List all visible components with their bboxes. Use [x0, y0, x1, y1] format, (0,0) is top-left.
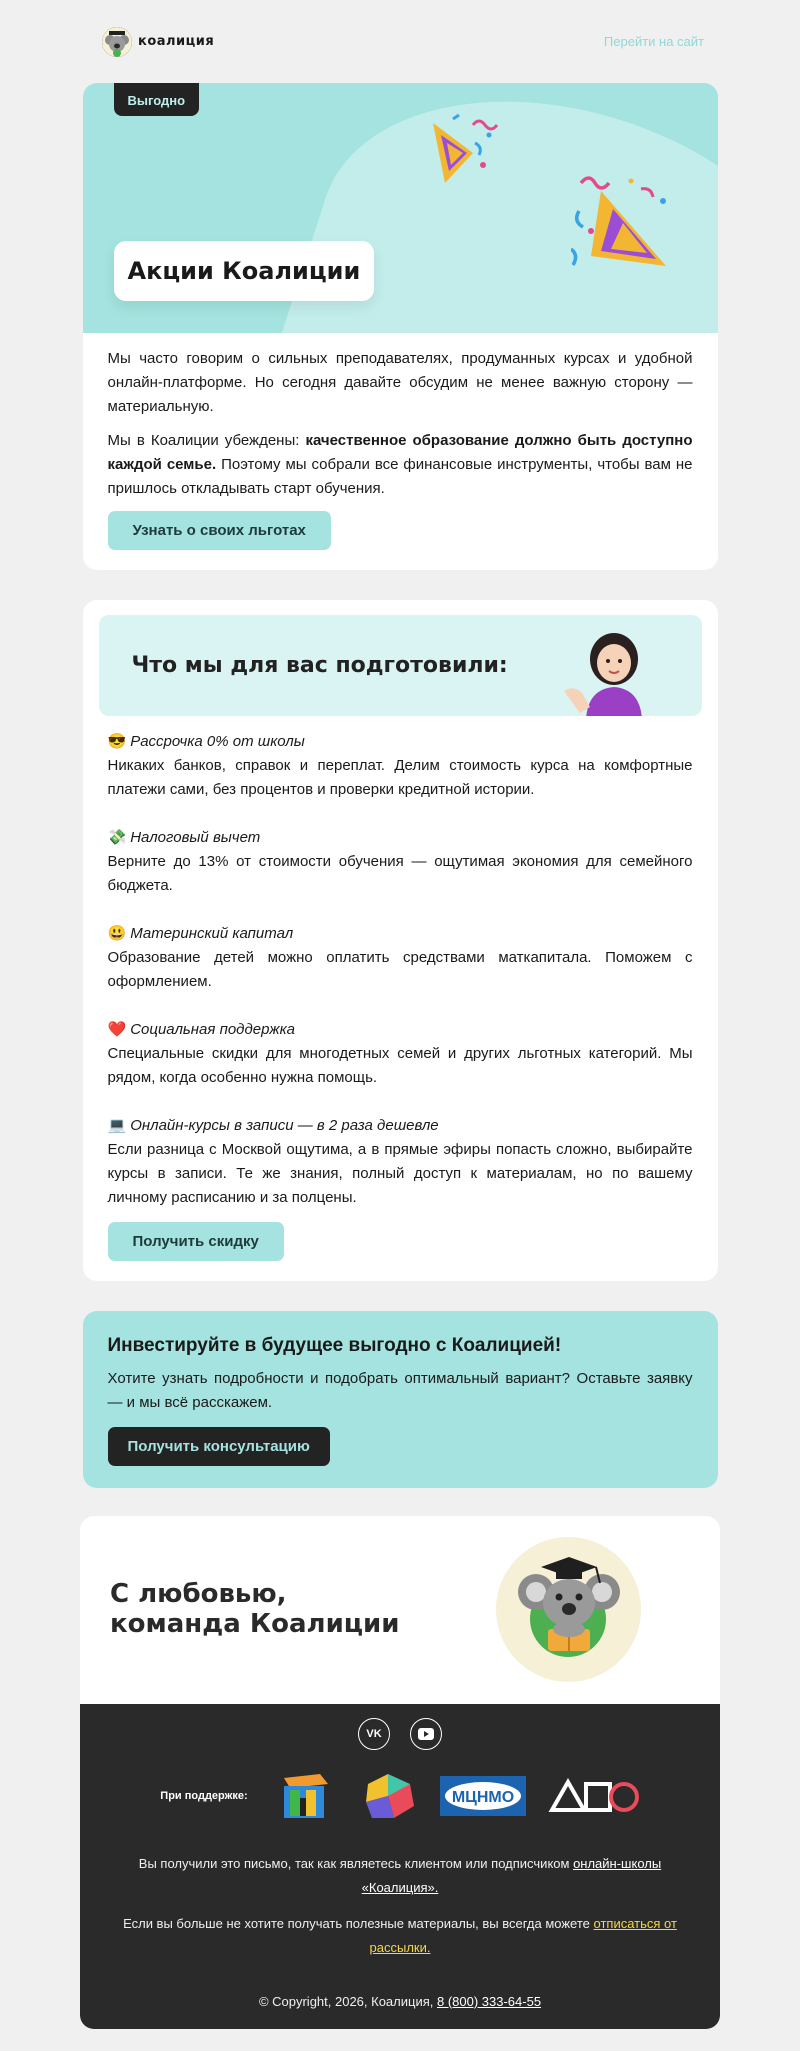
- spacer: [0, 1281, 800, 1311]
- unsubscribe-link[interactable]: отписаться от рассылки.: [369, 1916, 677, 1955]
- party-popper-icon: [423, 113, 498, 193]
- support-label: При поддержке:: [160, 1790, 248, 1802]
- farewell-line-1: С любовью,: [110, 1579, 287, 1609]
- offer-list: [99, 716, 702, 1261]
- intro-p2-start: Мы в Коалиции убеждены:: [107, 432, 306, 449]
- social-links: [110, 1718, 690, 1750]
- support-partners: [110, 1770, 690, 1822]
- top-bar: [0, 0, 800, 83]
- brand[interactable]: [102, 27, 214, 57]
- footer: [80, 1704, 720, 2029]
- intro-paragraph-2: [108, 429, 693, 501]
- heart-emoji-icon: ❤️: [107, 1021, 127, 1038]
- smile-emoji-icon: 😃: [107, 925, 127, 942]
- woman-presenting-icon: [564, 629, 659, 716]
- farewell-line-2: команда Коалиции: [110, 1609, 400, 1639]
- party-popper-large-icon: [571, 171, 681, 286]
- partner-mcnmo-text: МЦНМО: [451, 1789, 514, 1806]
- copyright-text: © Copyright, 2026, Коалиция,: [258, 1994, 437, 2009]
- intro-paragraph-1: Мы часто говорим о сильных преподавателях, продуманных курсах и удобной онлайн-платформе. Но сегодня давайте обсудим не менее важную сторону — материальную.: [107, 350, 693, 415]
- subscription-note: [110, 1852, 690, 1900]
- offer-title: [108, 922, 693, 946]
- offers-card: [83, 600, 718, 1281]
- offers-title: Что мы для вас подготовили:: [131, 653, 508, 678]
- intro-p2-end: Поэтому мы собрали все финансовые инструменты, чтобы вам не пришлось откладывать старт обучения.: [107, 456, 693, 497]
- koala-logo-icon: [102, 27, 132, 57]
- offer-title: [108, 1018, 693, 1042]
- offer-description: Никаких банков, справок и переплат. Делим стоимость курса на комфортные платежи сами, без процентов и проверки кредитной истории.: [107, 757, 693, 798]
- offer-title: [108, 1114, 693, 1138]
- offer-recorded-courses: [108, 1114, 693, 1210]
- brand-name: коалиция: [138, 34, 215, 49]
- go-to-site-link[interactable]: Перейти на сайт: [603, 34, 704, 49]
- spacer: [0, 1488, 800, 1516]
- offer-title: [108, 730, 693, 754]
- offer-description: Если разница с Москвой ощутима, а в прямые эфиры попасть сложно, выбирайте курсы в записи. Те же знания, полный доступ к материалам, но по вашему личному расписанию и за полцены.: [107, 1141, 693, 1206]
- offer-title-text: Налоговый вычет: [130, 829, 261, 846]
- get-discount-button[interactable]: Получить скидку: [108, 1222, 284, 1261]
- vk-icon[interactable]: VK: [358, 1718, 390, 1750]
- copyright: [110, 1994, 690, 2009]
- school-link[interactable]: онлайн-школы «Коалиция».: [361, 1856, 662, 1895]
- intro-p2-bold: качественное образование должно быть доступно каждой семье.: [107, 432, 693, 473]
- offer-description: Верните до 13% от стоимости обучения — ощутимая экономия для семейного бюджета.: [107, 853, 693, 894]
- partner-mcnmo-logo[interactable]: [440, 1776, 526, 1816]
- offer-installment: [108, 730, 693, 802]
- intro-body: [83, 333, 718, 570]
- offer-social-support: [108, 1018, 693, 1090]
- offer-title-text: Онлайн-курсы в записи — в 2 раза дешевле: [130, 1117, 439, 1134]
- offer-title-text: Материнский капитал: [130, 925, 294, 942]
- offer-title: [108, 826, 693, 850]
- laptop-emoji-icon: 💻: [107, 1117, 127, 1134]
- cta-text: Хотите узнать подробности и подобрать оптимальный вариант? Оставьте заявку — и мы всё расскажем.: [107, 1370, 693, 1411]
- subscription-note-text: Вы получили это письмо, так как являетесь клиентом или подписчиком: [138, 1856, 574, 1871]
- spacer: [0, 570, 800, 600]
- offer-maternity-capital: [108, 922, 693, 994]
- offer-title-text: Социальная поддержка: [130, 1021, 296, 1038]
- hero-badge: Выгодно: [114, 83, 200, 116]
- offer-tax-deduction: [108, 826, 693, 898]
- hero-title: Акции Коалиции: [114, 241, 375, 301]
- cta-card: [83, 1311, 718, 1488]
- hero-banner: [83, 83, 718, 333]
- get-consultation-button[interactable]: Получить консультацию: [108, 1427, 330, 1466]
- unsubscribe-note: [110, 1912, 690, 1960]
- cta-title: Инвестируйте в будущее выгодно с Коалицией!: [107, 1335, 562, 1356]
- farewell-block: [80, 1516, 720, 1704]
- offer-title-text: Рассрочка 0% от школы: [130, 733, 305, 750]
- partner-dpo-logo-icon[interactable]: [548, 1776, 640, 1816]
- offers-header: [99, 615, 702, 716]
- unsubscribe-note-text: Если вы больше не хотите получать полезные материалы, вы всегда можете: [123, 1916, 594, 1931]
- farewell-text: [110, 1579, 400, 1639]
- koala-mascot-icon: [496, 1537, 641, 1682]
- learn-benefits-button[interactable]: Узнать о своих льготах: [108, 511, 331, 550]
- hero-card: [83, 83, 718, 570]
- partner-cube-logo-icon[interactable]: [276, 1770, 336, 1822]
- phone-link[interactable]: 8 (800) 333-64-55: [436, 1994, 542, 2009]
- offer-description: Специальные скидки для многодетных семей и других льготных категорий. Мы рядом, когда особенно нужна помощь.: [107, 1045, 693, 1086]
- money-emoji-icon: 💸: [107, 829, 127, 846]
- sunglasses-emoji-icon: 😎: [107, 733, 127, 750]
- partner-flower-logo-icon[interactable]: [358, 1770, 418, 1822]
- offer-description: Образование детей можно оплатить средствами маткапитала. Поможем с оформлением.: [107, 949, 693, 990]
- youtube-icon[interactable]: [410, 1718, 442, 1750]
